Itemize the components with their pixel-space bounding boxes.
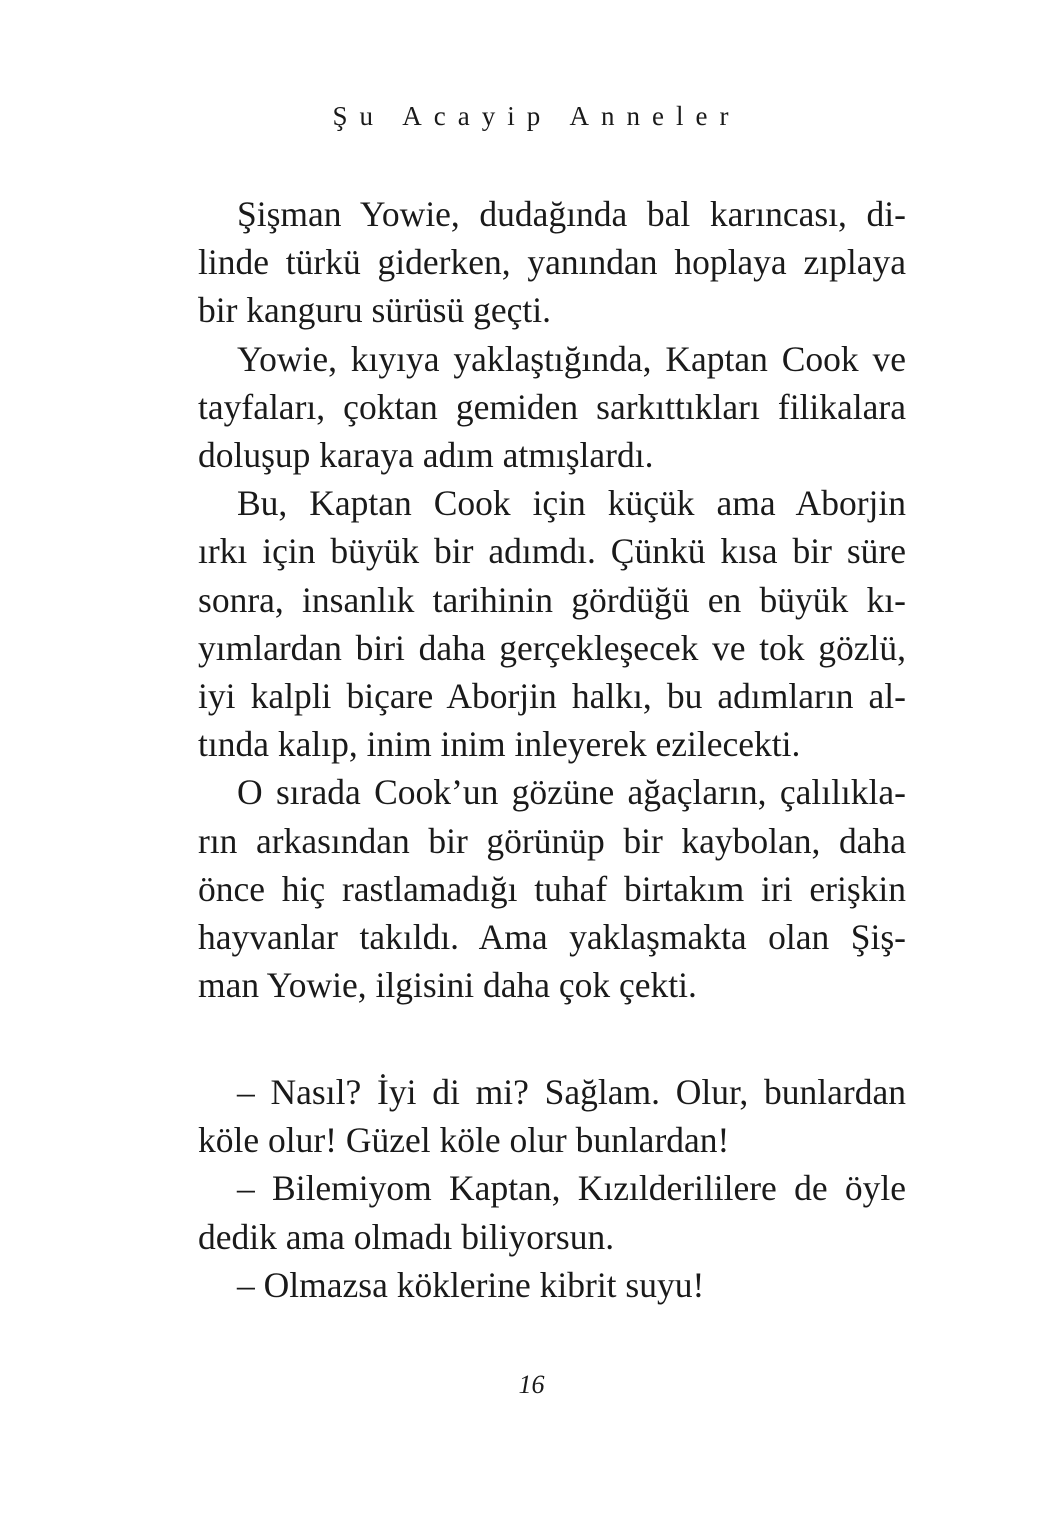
body-text: [198, 190, 906, 1009]
text-line: doluşup karaya adım atmışlardı.: [198, 435, 654, 476]
text-line: ırkı için büyük bir adımdı. Çünkü kısa bir süre: [198, 531, 906, 572]
text-line: Şişman Yowie, dudağında bal karıncası, di-: [237, 194, 906, 234]
text-line: yımlardan biri daha gerçekleşecek ve tok gözlü,: [198, 627, 906, 668]
dialogue-text: [198, 1068, 906, 1309]
text-line: O sırada Cook’un gözüne ağaçların, çalılıkla-: [237, 772, 906, 813]
text-line: tayfaları, çoktan gemiden sarkıttıkları filikalara: [198, 386, 906, 427]
text-line: iyi kalpli biçare Aborjin halkı, bu adımların al-: [198, 676, 906, 717]
text-line: önce hiç rastlamadığı tuhaf birtakım iri erişkin: [198, 868, 906, 909]
dialogue-line: – Nasıl? İyi di mi? Sağlam. Olur, bunlardan: [237, 1072, 906, 1112]
running-header: Şu Acayip Anneler: [332, 101, 741, 131]
text-line: linde türkü giderken, yanından hoplaya zıplaya: [198, 242, 906, 283]
dialogue-line: dedik ama olmadı biliyorsun.: [198, 1216, 615, 1257]
text-line: Yowie, kıyıya yaklaştığında, Kaptan Cook ve: [237, 338, 906, 379]
text-line: tında kalıp, inim inim inleyerek ezilecekti.: [198, 724, 801, 765]
dialogue-line: – Olmazsa köklerine kibrit suyu!: [237, 1264, 705, 1305]
dialogue-line: köle olur! Güzel köle olur bunlardan!: [198, 1120, 730, 1161]
text-line: man Yowie, ilgisini daha çok çekti.: [198, 965, 697, 1006]
text-line: sonra, insanlık tarihinin gördüğü en büyük kı-: [198, 579, 906, 620]
text-line: Bu, Kaptan Cook için küçük ama Aborjin: [237, 483, 906, 524]
text-line: hayvanlar takıldı. Ama yaklaşmakta olan Şiş-: [198, 917, 906, 958]
text-line: bir kanguru sürüsü geçti.: [198, 290, 551, 331]
dialogue-line: – Bilemiyom Kaptan, Kızılderililere de öyle: [237, 1168, 906, 1209]
page-number: 16: [518, 1370, 545, 1399]
text-line: rın arkasından bir görünüp bir kaybolan, daha: [198, 820, 906, 861]
